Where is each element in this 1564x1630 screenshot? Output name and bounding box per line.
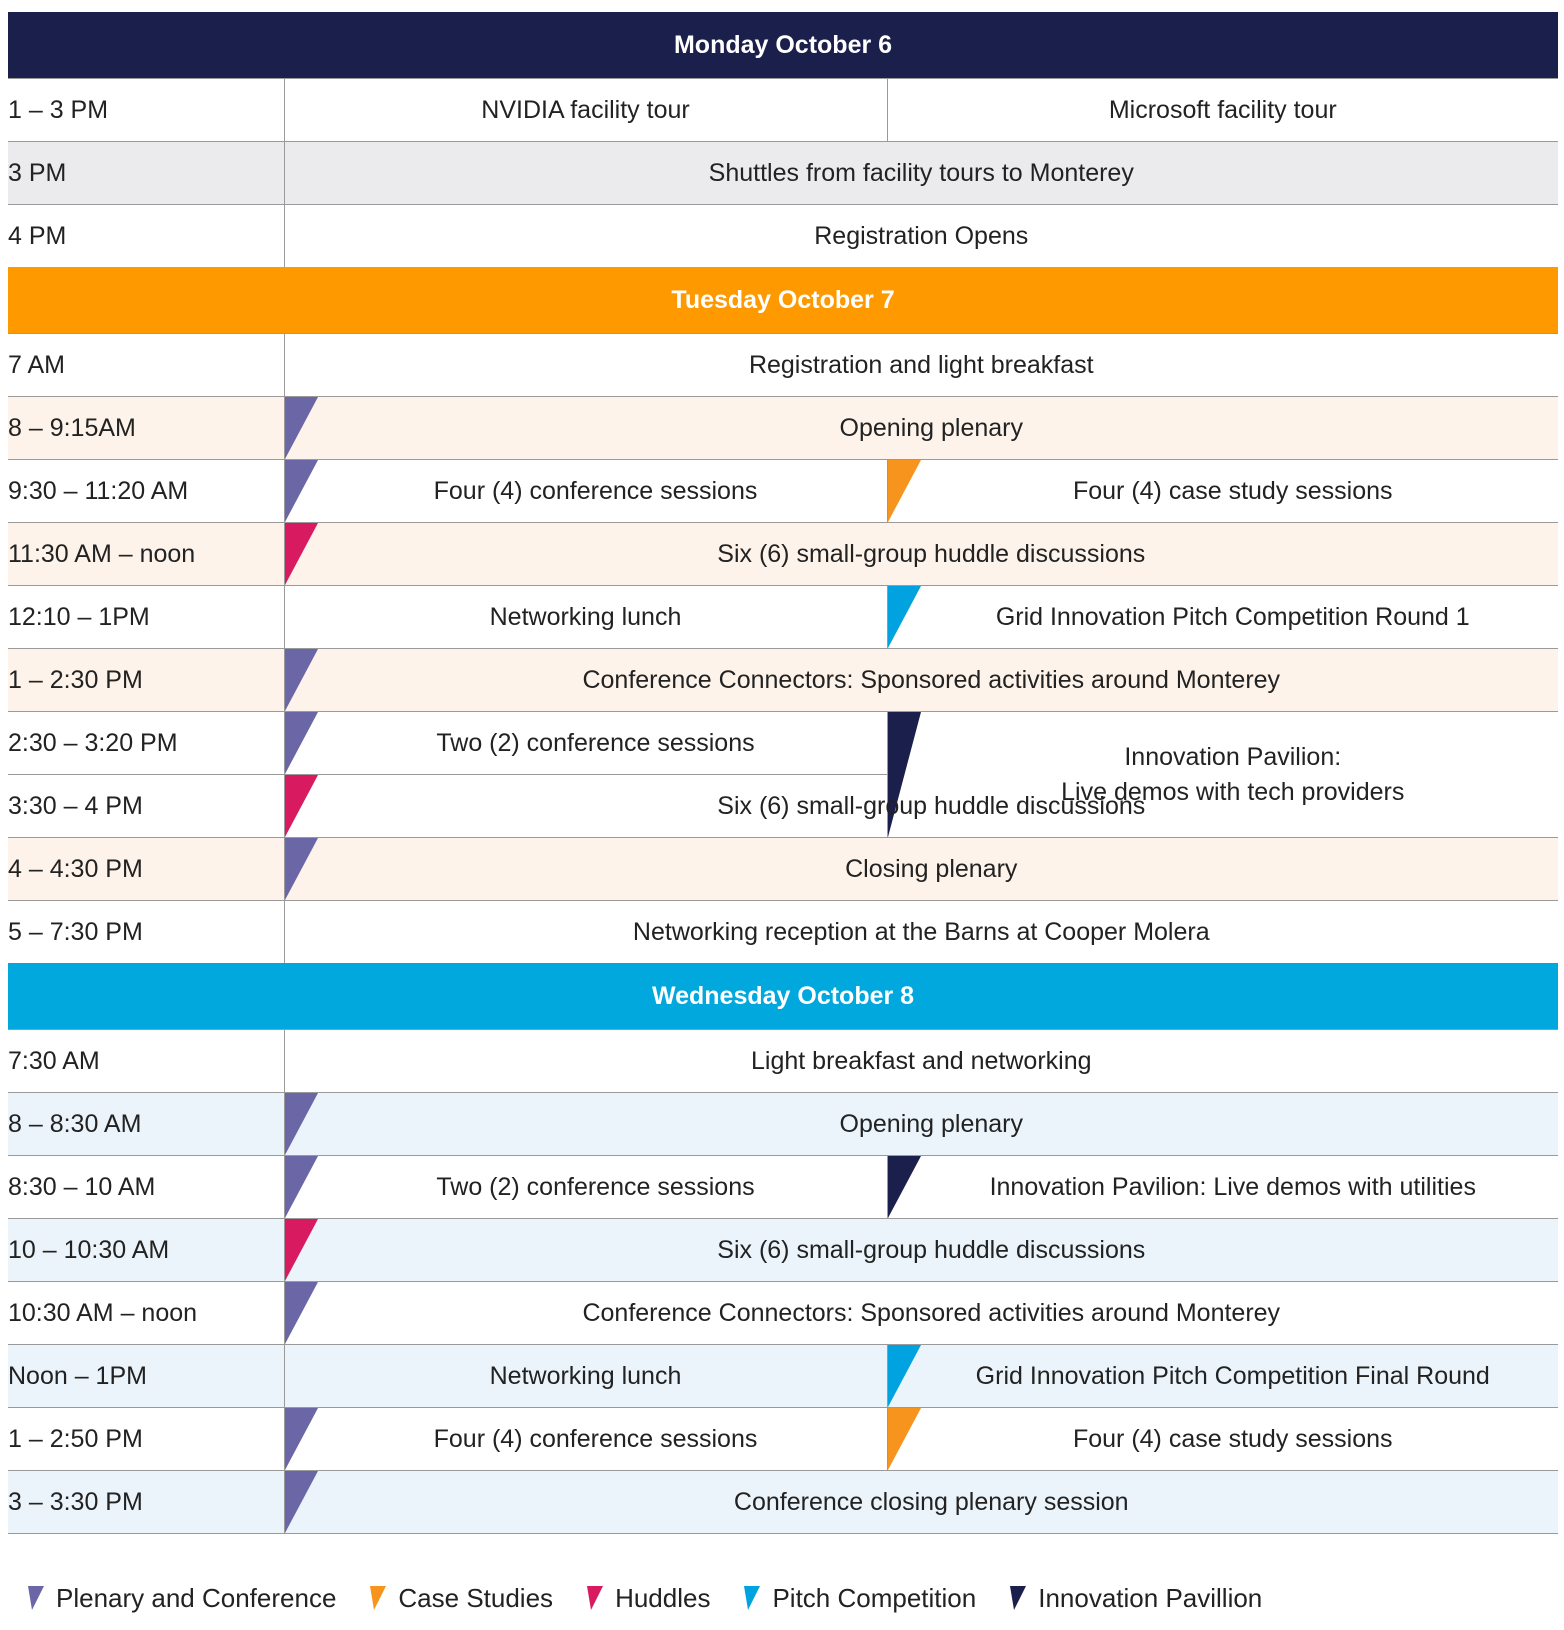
plenary-tag-icon: [285, 838, 318, 900]
schedule-row: [8, 523, 1558, 586]
schedule-row: [8, 586, 1558, 649]
time-slot: 10 – 10:30 AM: [8, 1219, 284, 1282]
schedule-row: [8, 649, 1558, 712]
session-title: Opening plenary: [839, 1109, 1023, 1138]
session-cell: [284, 649, 1558, 712]
schedule-row: [8, 205, 1558, 268]
schedule-row: [8, 1093, 1558, 1156]
day-title: Wednesday October 8: [8, 963, 1558, 1030]
time-slot: 3 PM: [8, 142, 284, 205]
time-slot: 3:30 – 4 PM: [8, 775, 284, 838]
legend-item-huddle: [587, 1583, 710, 1614]
case-tag-icon: [888, 460, 921, 522]
plenary-tag-icon: [285, 460, 318, 522]
session-title: Conference closing plenary session: [733, 1487, 1129, 1516]
session-cell: [887, 1345, 1558, 1408]
plenary-tag-icon: [285, 1156, 318, 1218]
session-cell: [284, 1282, 1558, 1345]
time-slot: 7 AM: [8, 334, 284, 397]
session-cell: [284, 1408, 887, 1471]
time-slot: 4 PM: [8, 205, 284, 268]
plenary-tag-icon: [285, 1471, 318, 1533]
schedule-row: [8, 1282, 1558, 1345]
session-title: Six (6) small-group huddle discussions: [717, 1235, 1146, 1264]
time-slot: 12:10 – 1PM: [8, 586, 284, 649]
plenary-tag-icon: [285, 397, 318, 459]
session-title: Two (2) conference sessions: [436, 728, 755, 757]
legend-item-pavilion: [1010, 1583, 1262, 1614]
session-title: Conference Connectors: Sponsored activities around Monterey: [582, 1298, 1281, 1327]
schedule-row: [8, 1030, 1558, 1093]
time-slot: 8 – 9:15AM: [8, 397, 284, 460]
time-slot: 11:30 AM – noon: [8, 523, 284, 586]
session-cell: [887, 460, 1558, 523]
huddle-tag-icon: [285, 1219, 318, 1281]
session-title: Opening plenary: [839, 413, 1023, 442]
agenda-table: [8, 12, 1558, 1534]
session-title: Grid Innovation Pitch Competition Round 1: [995, 602, 1470, 631]
time-slot: 4 – 4:30 PM: [8, 838, 284, 901]
session-cell: [284, 397, 1558, 460]
session-title: Four (4) conference sessions: [433, 1424, 758, 1453]
schedule-row: [8, 1219, 1558, 1282]
time-slot: 1 – 2:30 PM: [8, 649, 284, 712]
legend-label: Huddles: [615, 1582, 711, 1613]
schedule-row: [8, 397, 1558, 460]
schedule-row: [8, 142, 1558, 205]
case-legend-icon: [370, 1584, 386, 1612]
session-title: Light breakfast and networking: [751, 1046, 1092, 1075]
session-cell: [284, 334, 1558, 397]
huddle-tag-icon: [285, 775, 318, 837]
session-title-line: Live demos with tech providers: [1061, 777, 1405, 806]
pitch-tag-icon: [888, 1345, 921, 1407]
schedule-row: [8, 460, 1558, 523]
day-header-tuesday-october-7: [8, 267, 1558, 334]
day-title: Monday October 6: [8, 12, 1558, 79]
schedule-row: [8, 1156, 1558, 1219]
session-title: Grid Innovation Pitch Competition Final Round: [975, 1361, 1490, 1390]
session-cell: [284, 142, 1558, 205]
session-cell: [284, 1030, 1558, 1093]
session-cell: [284, 1093, 1558, 1156]
session-cell: [284, 838, 1558, 901]
session-cell: [284, 586, 887, 649]
day-header-wednesday-october-8: [8, 963, 1558, 1030]
time-slot: 10:30 AM – noon: [8, 1282, 284, 1345]
session-cell: [284, 1219, 1558, 1282]
session-title: Four (4) case study sessions: [1072, 1424, 1393, 1453]
session-cell: [284, 1345, 887, 1408]
session-title: Conference Connectors: Sponsored activities around Monterey: [582, 665, 1281, 694]
session-title: Networking lunch: [489, 602, 682, 631]
pitch-legend-icon: [744, 1584, 760, 1612]
session-cell: [284, 1156, 887, 1219]
time-slot: 1 – 2:50 PM: [8, 1408, 284, 1471]
time-slot: 7:30 AM: [8, 1030, 284, 1093]
schedule-row: [8, 901, 1558, 964]
schedule-row: [8, 712, 1558, 775]
session-cell: [887, 79, 1558, 142]
plenary-legend-icon: [28, 1584, 44, 1612]
session-cell: [284, 460, 887, 523]
schedule-row: [8, 1408, 1558, 1471]
session-title: Registration and light breakfast: [748, 350, 1094, 379]
session-title: Registration Opens: [814, 221, 1029, 250]
session-cell: [284, 775, 1558, 838]
session-title: Networking reception at the Barns at Cooper Molera: [632, 917, 1210, 946]
session-cell: [887, 1156, 1558, 1219]
session-title: Four (4) case study sessions: [1072, 476, 1393, 505]
time-slot: 8 – 8:30 AM: [8, 1093, 284, 1156]
plenary-tag-icon: [285, 712, 318, 774]
session-title-line: Innovation Pavilion:: [1124, 742, 1342, 771]
pavilion-tag-icon: [888, 1156, 921, 1218]
schedule-row: [8, 775, 1558, 838]
legend-item-plenary: [28, 1583, 336, 1614]
legend-label: Plenary and Conference: [56, 1582, 337, 1613]
session-title: Four (4) conference sessions: [433, 476, 758, 505]
session-title: Six (6) small-group huddle discussions: [717, 539, 1146, 568]
legend-label: Case Studies: [398, 1582, 554, 1613]
session-title: Six (6) small-group huddle discussions: [717, 791, 1146, 820]
day-header-monday-october-6: [8, 12, 1558, 79]
time-slot: 3 – 3:30 PM: [8, 1471, 284, 1534]
time-slot: 1 – 3 PM: [8, 79, 284, 142]
session-cell: [284, 901, 1558, 964]
session-cell: [887, 1408, 1558, 1471]
schedule-row: [8, 1345, 1558, 1408]
schedule-row: [8, 79, 1558, 142]
session-title: Innovation Pavilion: Live demos with utilities: [989, 1172, 1476, 1201]
day-title: Tuesday October 7: [8, 267, 1558, 334]
huddle-tag-icon: [285, 523, 318, 585]
session-title: Networking lunch: [489, 1361, 682, 1390]
session-cell: [284, 523, 1558, 586]
session-title: NVIDIA facility tour: [481, 95, 690, 124]
session-title: Shuttles from facility tours to Monterey: [708, 158, 1134, 187]
schedule-row: [8, 1471, 1558, 1534]
session-title: Closing plenary: [845, 854, 1018, 883]
plenary-tag-icon: [285, 1408, 318, 1470]
legend-item-pitch: [744, 1583, 976, 1614]
legend-item-case: [370, 1583, 553, 1614]
time-slot: 8:30 – 10 AM: [8, 1156, 284, 1219]
time-slot: 5 – 7:30 PM: [8, 901, 284, 964]
legend-label: Innovation Pavillion: [1038, 1582, 1263, 1613]
case-tag-icon: [888, 1408, 921, 1470]
plenary-tag-icon: [285, 1093, 318, 1155]
huddle-legend-icon: [587, 1584, 603, 1612]
legend-label: Pitch Competition: [772, 1582, 977, 1613]
time-slot: 2:30 – 3:20 PM: [8, 712, 284, 775]
session-cell: [284, 79, 887, 142]
session-title: Two (2) conference sessions: [436, 1172, 755, 1201]
session-cell: [284, 205, 1558, 268]
pavilion-legend-icon: [1010, 1584, 1026, 1612]
session-title: Microsoft facility tour: [1108, 95, 1337, 124]
time-slot: Noon – 1PM: [8, 1345, 284, 1408]
session-cell: [284, 712, 887, 775]
session-cell: [284, 1471, 1558, 1534]
time-slot: 9:30 – 11:20 AM: [8, 460, 284, 523]
session-cell: [887, 586, 1558, 649]
legend: [28, 1578, 1296, 1618]
pitch-tag-icon: [888, 586, 921, 648]
plenary-tag-icon: [285, 649, 318, 711]
schedule-row: [8, 838, 1558, 901]
schedule-row: [8, 334, 1558, 397]
plenary-tag-icon: [285, 1282, 318, 1344]
